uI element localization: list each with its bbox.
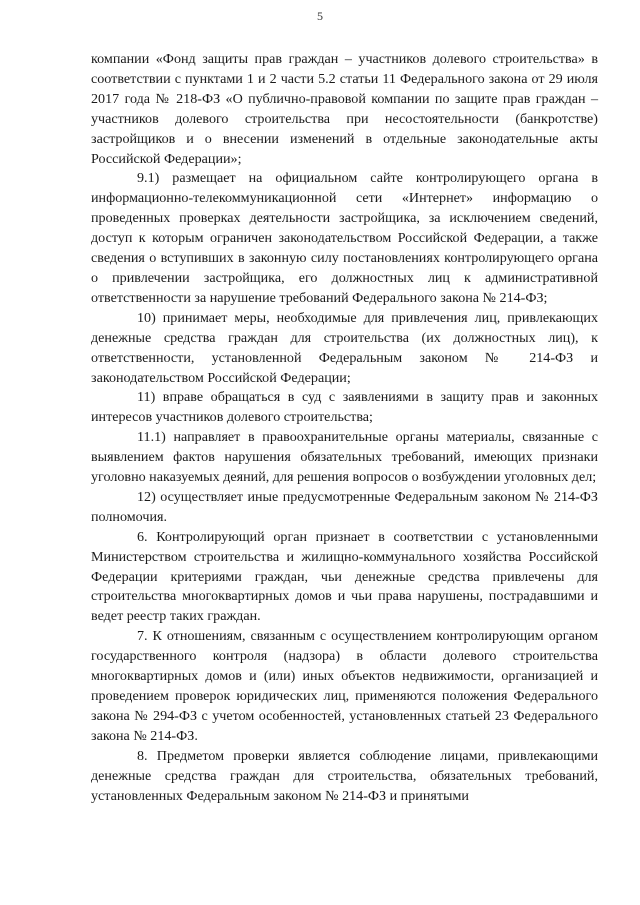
paragraph-item-10: 10) принимает меры, необходимые для привлечения лиц, привлекающих денежные средства граждан для строительства (их должностных лиц), к ответственности, установленной Федеральным законом № 214-ФЗ и законодательством Российской Федерации; [91, 309, 598, 386]
paragraph-item-12: 12) осуществляет иные предусмотренные Федеральным законом № 214-ФЗ полномочия. [91, 488, 598, 525]
paragraph-continuation: компании «Фонд защиты прав граждан – участников долевого строительства» в соответствии с пунктами 1 и 2 части 5.2 статьи 11 Федерального закона от 29 июля 2017 года № 218-ФЗ «О публично-правовой компании по защите прав граждан – участников долевого строительства при несостоятельности (банкротстве) застройщиков и о внесении изменений в отдельные законодательные акты Российской Федерации»; [91, 51, 598, 167]
page-number: 5 [317, 9, 323, 23]
paragraph-item-11-1: 11.1) направляет в правоохранительные органы материалы, связанные с выявлением фактов нарушения обязательных требований, имеющих признаки уголовно наказуемых деяний, для решения вопросов о возбуждении уголовных дел; [91, 429, 598, 486]
paragraph-item-9-1: 9.1) размещает на официальном сайте контролирующего органа в информационно-телекоммуникационной сети «Интернет» информацию о проведенных проверках деятельности застройщика, за исключением сведений, доступ к которым ограничен законодательством Российской Федерации, а также сведения о вступивших в законную силу постановлениях контролирующего органа о привлечении застройщика, его должностных лиц к административной ответственности за нарушение требований Федерального закона № 214-ФЗ; [91, 170, 598, 306]
paragraph-section-7: 7. К отношениям, связанным с осуществлением контролирующим органом государственного контроля (надзора) в области долевого строительства многоквартирных домов и (или) иных объектов недвижимости, организацией и проведением проверок юридических лиц, применяются положения Федерального закона № 294-ФЗ с учетом особенностей, установленных статьей 23 Федерального закона № 214-ФЗ. [91, 628, 598, 744]
paragraph-section-8: 8. Предметом проверки является соблюдение лицами, привлекающими денежные средства граждан для строительства, обязательных требований, установленных Федеральным законом № 214-ФЗ и принятыми [91, 747, 598, 804]
document-body [91, 50, 598, 806]
paragraph-item-11: 11) вправе обращаться в суд с заявлениями в защиту прав и законных интересов участников долевого строительства; [91, 389, 598, 426]
paragraph-section-6: 6. Контролирующий орган признает в соответствии с установленными Министерством строительства и жилищно-коммунального хозяйства Российской Федерации критериями граждан, чьи денежные средства привлечены для строительства многоквартирных домов и чьи права нарушены, пострадавшими и ведет реестр таких граждан. [91, 528, 598, 625]
